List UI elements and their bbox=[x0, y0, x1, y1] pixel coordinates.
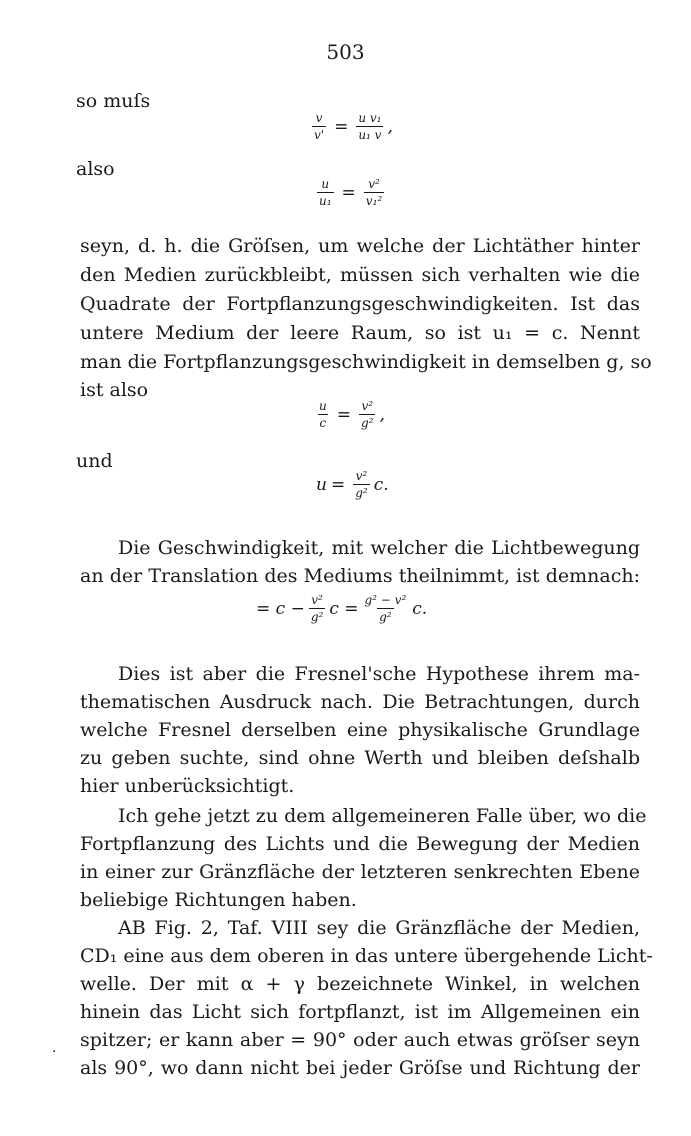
text-line: thematischen Ausdruck nach. Die Betrachtungen, durch bbox=[80, 691, 640, 713]
text-line: hier unberücksichtigt. bbox=[80, 775, 295, 797]
equation-5: = c − $\frac{\text{v²}}{\text{g²}}$ c = $\frac{\text{g² − v²}}{\text{g²}}$ c. bbox=[256, 593, 428, 624]
text-line: untere Medium der leere Raum, so ist u₁ = c. Nennt bbox=[80, 322, 640, 344]
text-line: man die Fortpflanzungsgeschwindigkeit in demselben g, so bbox=[80, 351, 652, 373]
text-line: ist also bbox=[80, 379, 149, 401]
text-line: CD₁ eine aus dem oberen in das untere übergehende Licht- bbox=[80, 945, 653, 967]
text-line: beliebige Richtungen haben. bbox=[80, 889, 357, 911]
text-line: AB Fig. 2, Taf. VIII sey die Gränzfläche der Medien, bbox=[118, 917, 640, 939]
label-so: so muſs bbox=[76, 90, 151, 112]
text-line: zu geben suchte, sind ohne Werth und bleiben deſshalb bbox=[80, 747, 640, 769]
label-und: und bbox=[76, 450, 113, 472]
text-line: in einer zur Gränzfläche der letzteren senkrechten Ebene bbox=[80, 861, 640, 883]
text-line: Fortpflanzung des Lichts und die Bewegung der Medien bbox=[80, 833, 640, 855]
text-line: als 90°, wo dann nicht bei jeder Gröſse und Richtung der bbox=[80, 1057, 640, 1079]
equation-4: u = $\frac{\text{v²}}{\text{g²}}$ c. bbox=[316, 469, 389, 500]
equation-2: $\frac{u}{\text{u₁}}$ = $\frac{\text{v²}}{\text{v₁²}}$ bbox=[319, 177, 383, 208]
label-also: also bbox=[76, 158, 115, 180]
text-line: seyn, d. h. die Gröſsen, um welche der Lichtäther hinter bbox=[80, 235, 640, 257]
text-line: Dies ist aber die Fresnel'sche Hypothese ihrem ma- bbox=[118, 663, 640, 685]
text-line: den Medien zurückbleibt, müssen sich verhalten wie die bbox=[80, 264, 640, 286]
page-number: 503 bbox=[326, 40, 365, 64]
text-line: spitzer; er kann aber = 90° oder auch etwas gröſser seyn bbox=[80, 1029, 640, 1051]
text-line: welche Fresnel derselben eine physikalische Grundlage bbox=[80, 719, 640, 741]
text-line: Ich gehe jetzt zu dem allgemeineren Falle über, wo die bbox=[118, 805, 647, 827]
text-line: welle. Der mit α + γ bezeichnete Winkel, in welchen bbox=[80, 973, 640, 995]
equation-1: $\frac{v}{v'}$ = $\frac{\text{u v₁}}{\text{u₁ v}}$ , bbox=[314, 111, 393, 142]
margin-mark: . bbox=[52, 1040, 57, 1056]
equation-3: $\frac{u}{c}$ = $\frac{\text{v²}}{\text{g²}}$ , bbox=[319, 399, 385, 430]
text-line: an der Translation des Mediums theilnimmt, ist demnach: bbox=[80, 565, 640, 587]
text-line: hinein das Licht sich fortpflanzt, ist im Allgemeinen ein bbox=[80, 1001, 640, 1023]
text-line: Quadrate der Fortpflanzungsgeschwindigkeiten. Ist das bbox=[80, 293, 640, 315]
text-line: Die Geschwindigkeit, mit welcher die Lichtbewegung bbox=[118, 537, 640, 559]
